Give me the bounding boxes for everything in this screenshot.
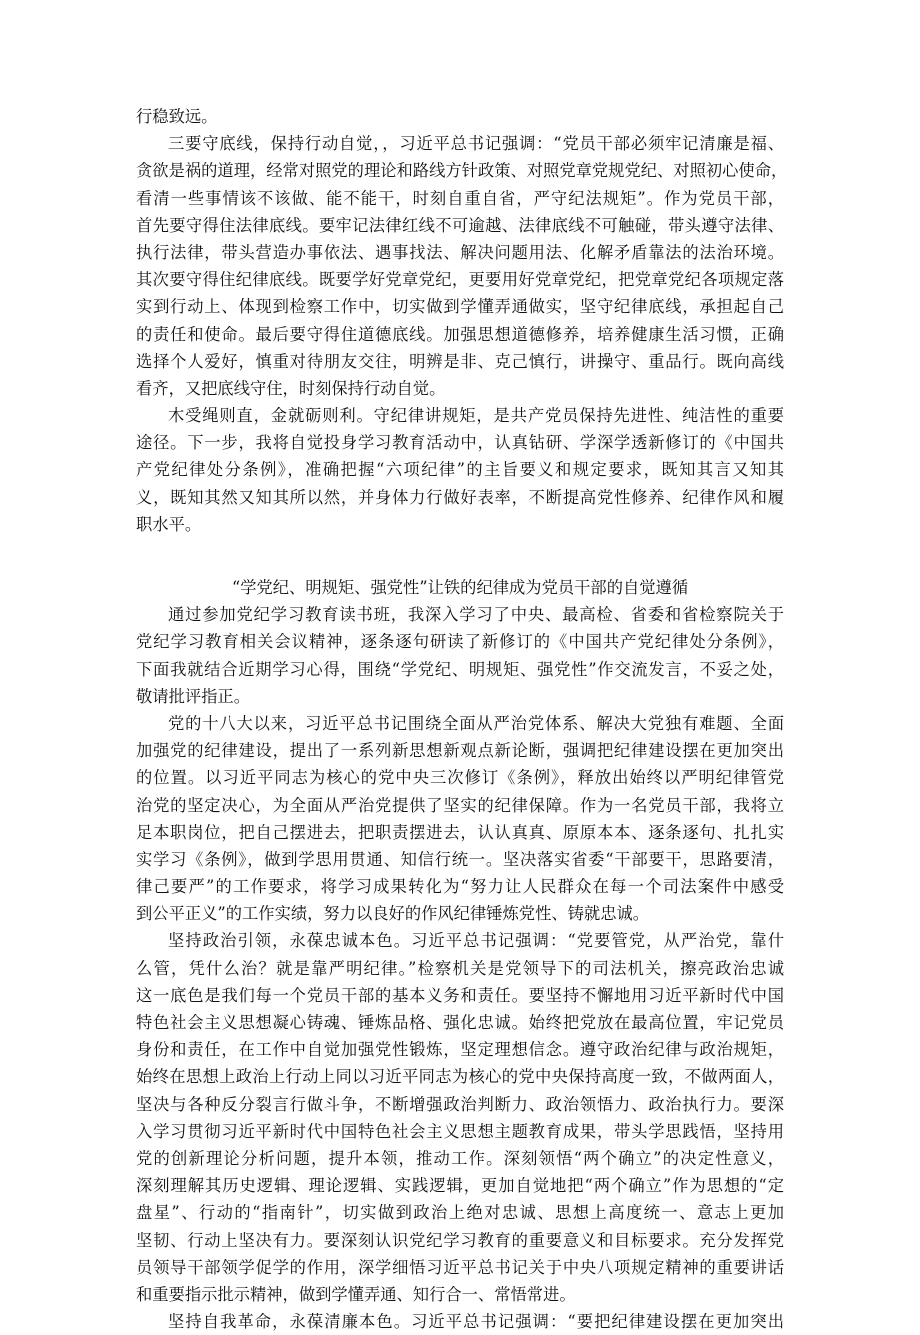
paragraph-line: 入学习贯彻习近平新时代中国特色社会主义思想主题教育成果，带头学思践悟，坚持用 [136, 1121, 784, 1141]
paragraph-line: 途径。下一步，我将自觉投身学习教育活动中，认真钻研、学深学透新修订的《中国共 [136, 433, 784, 453]
paragraph-line: 始终在思想上政治上行动上同以习近平同志为核心的党中央保持高度一致，不做两面人， [136, 1067, 784, 1087]
paragraph-line: 通过参加党纪学习教育读书班，我深入学习了中央、最高检、省委和省检察院关于 [168, 605, 784, 625]
paragraph-line: 其次要守得住纪律底线。既要学好党章党纪，更要用好党章党纪，把党章党纪各项规定落 [136, 270, 784, 290]
paragraph-line: 到公平正义”的工作实绩，努力以良好的作风纪律锤炼党性、铸就忠诚。 [136, 904, 650, 924]
paragraph-line: 义，既知其然又知其所以然，并身体力行做好表率，不断提高党性修养、纪律作风和履 [136, 487, 784, 507]
paragraph-line: 这一底色是我们每一个党员干部的基本义务和责任。要坚持不懈地用习近平新时代中国 [136, 985, 784, 1005]
paragraph-line: 的位置。以习近平同志为核心的党中央三次修订《条例》，释放出始终以严明纪律管党 [136, 768, 784, 788]
paragraph-line: 么管，凭什么治？就是靠严明纪律。”检察机关是党领导下的司法机关，擦亮政治忠诚 [136, 958, 784, 978]
paragraph-line: 党的创新理论分析问题，提升本领，推动工作。深刻领悟“两个确立”的决定性意义， [136, 1148, 784, 1168]
paragraph-line: 执行法律，带头营造办事依法、遇事找法、解决问题用法、化解矛盾靠法的法治环境。 [136, 242, 784, 262]
paragraph-line: 贪欲是祸的道理，经常对照党的理论和路线方针政策、对照党章党规党纪、对照初心使命， [136, 161, 788, 181]
paragraph-line: 和重要指示批示精神，做到学懂弄通、知行合一、常悟常进。 [136, 1284, 576, 1304]
paragraph-line: 下面我就结合近期学习心得，围绕“学党纪、明规矩、强党性”作交流发言，不妥之处， [136, 659, 784, 679]
paragraph-line: 党纪学习教育相关会议精神，逐条逐句研读了新修订的《中国共产党纪律处分条例》， [136, 632, 784, 652]
paragraph-line: 选择个人爱好，慎重对待朋友交往，明辨是非、克己慎行，讲操守、重品行。既向高线 [136, 351, 784, 371]
paragraph-line: 看齐，又把底线守住，时刻保持行动自觉。 [136, 378, 446, 398]
paragraph-line: 员领导干部领学促学的作用，深学细悟习近平总书记关于中央八项规定精神的重要讲话 [136, 1257, 784, 1277]
paragraph-line: 行稳致远。 [136, 107, 218, 126]
paragraph-line: 加强党的纪律建设，提出了一系列新思想新观点新论断，强调把纪律建设摆在更加突出 [136, 741, 784, 761]
paragraph-line: 看清一些事情该不该做、能不能干，时刻自重自省，严守纪法规矩”。作为党员干部， [136, 188, 784, 208]
paragraph-line: 身份和责任，在工作中自觉加强党性锻炼，坚定理想信念。遵守政治纪律与政治规矩， [136, 1040, 784, 1060]
paragraph-line: 律己要严”的工作要求，将学习成果转化为“努力让人民群众在每一个司法案件中感受 [136, 877, 784, 897]
paragraph-line: 坚持自我革命，永葆清廉本色。习近平总书记强调：“要把纪律建设摆在更加突出 [168, 1312, 784, 1332]
paragraph-line: 党的十八大以来，习近平总书记围绕全面从严治党体系、解决大党独有难题、全面 [168, 713, 784, 733]
paragraph-line: 坚持政治引领，永葆忠诚本色。习近平总书记强调：“党要管党，从严治党，靠什 [168, 931, 784, 951]
paragraph-line: 实到行动上、体现到检察工作中，切实做到学懂弄通做实，坚守纪律底线，承担起自己 [136, 297, 784, 317]
paragraph-line: 产党纪律处分条例》，准确把握“六项纪律”的主旨要义和规定要求，既知其言又知其 [136, 460, 784, 480]
paragraph-line: 坚韧、行动上坚决有力。要深刻认识党纪学习教育的重要意义和目标要求。充分发挥党 [136, 1230, 784, 1250]
paragraph-line: 特色社会主义思想凝心铸魂、锤炼品格、强化忠诚。始终把党放在最高位置，牢记党员 [136, 1013, 784, 1032]
paragraph-line: 职水平。 [136, 514, 202, 534]
section-title: “学党纪、明规矩、强党性”让铁的纪律成为党员干部的自觉遵循 [231, 578, 689, 597]
section-gap [136, 538, 784, 574]
paragraph-line: 坚决与各种反分裂言行做斗争，不断增强政治判断力、政治领悟力、政治执行力。要深 [136, 1094, 784, 1114]
paragraph-line: 敬请批评指正。 [136, 686, 250, 706]
paragraph-line: 木受绳则直，金就砺则利。守纪律讲规矩，是共产党员保持先进性、纯洁性的重要 [168, 406, 784, 426]
paragraph-line: 盘星”、行动的“指南针”，切实做到政治上绝对忠诚、思想上高度统一、意志上更加 [136, 1203, 784, 1223]
document-page [136, 103, 788, 1335]
paragraph-line: 治党的坚定决心，为全面从严治党提供了坚实的纪律保障。作为一名党员干部，我将立 [136, 795, 784, 815]
paragraph-line: 的责任和使命。最后要守得住道德底线。加强思想道德修养，培养健康生活习惯，正确 [136, 324, 784, 344]
paragraph-line: 实学习《条例》，做到学思用贯通、知信行统一。坚决落实省委“干部要干，思路要清， [136, 849, 784, 869]
paragraph-line: 深刻理解其历史逻辑、理论逻辑、实践逻辑，更加自觉地把“两个确立”作为思想的“定 [136, 1176, 784, 1196]
paragraph-line: 足本职岗位，把自己摆进去，把职责摆进去，认认真真、原原本本、逐条逐句、扎扎实 [136, 822, 784, 842]
paragraph-line: 首先要守得住法律底线。要牢记法律红线不可逾越、法律底线不可触碰，带头遵守法律、 [136, 215, 784, 235]
paragraph-line: 三要守底线，保持行动自觉，，习近平总书记强调：“党员干部必须牢记清廉是福、 [168, 134, 784, 154]
